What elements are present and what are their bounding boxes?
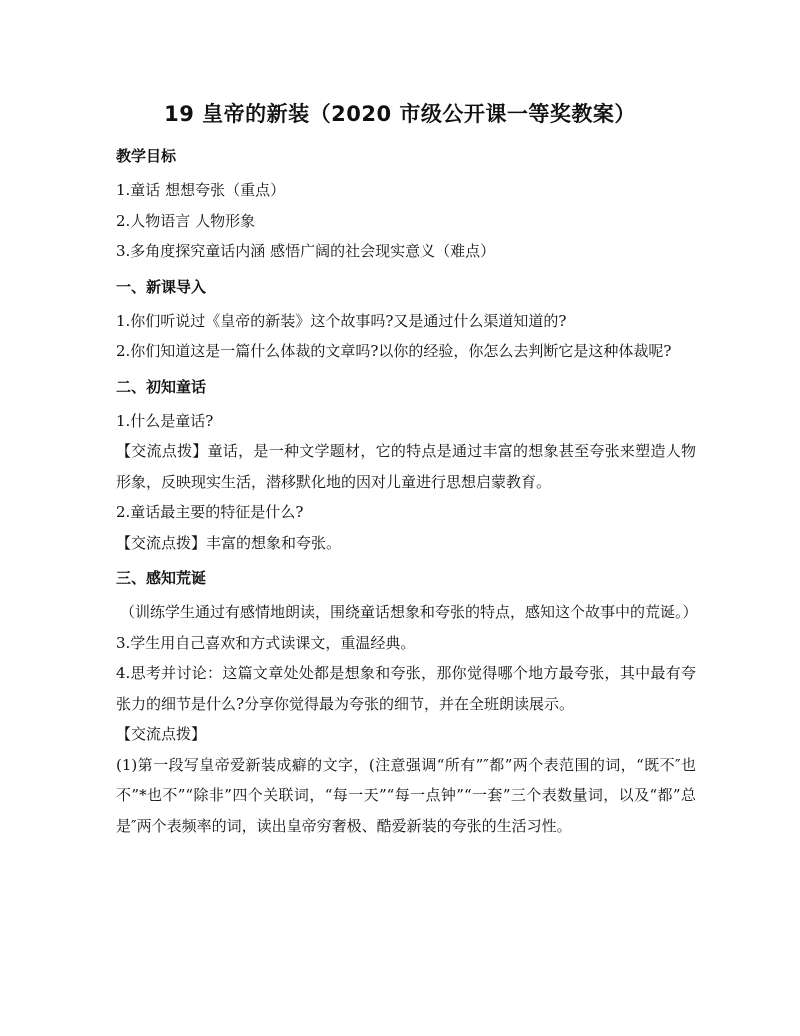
fairy-question: 2.童话最主要的特征是什么? <box>116 503 304 521</box>
section-heading-fairy-tale: 二、初知童话 <box>116 377 207 396</box>
section-heading-goals: 教学目标 <box>116 147 177 165</box>
absurd-answer: (1)第一段写皇帝爱新装成癖的文字，(注意强调“所有”″都”两个表范围的词，“既不″也不”*也不”“除非”四个关联词，“每一天”“每一点钟”“一套”三个表数量词，以及“都”总是″两个表频率的词，读出皇帝穷奢极、酷爱新装的夸张的生活习性。 <box>116 755 696 835</box>
absurd-task: 3.学生用自己喜欢和方式读课文，重温经典。 <box>116 633 416 652</box>
fairy-answer: 【交流点拨】丰富的想象和夸张。 <box>116 533 342 552</box>
document-title: 19 皇帝的新装（2020 市级公开课一等奖教案） <box>164 102 636 126</box>
section-heading-absurd: 三、感知荒诞 <box>116 569 207 587</box>
section-heading-intro: 一、新课导入 <box>116 277 207 296</box>
absurd-note: （训练学生通过有感情地朗读，围绕童话想象和夸张的特点，感知这个故事中的荒诞。） <box>120 603 698 621</box>
intro-question: 2.你们知道这是一篇什么体裁的文章吗?以你的经验，你怎么去判断它是这种体裁呢? <box>116 342 672 360</box>
document-body <box>116 146 696 841</box>
absurd-answer-label: 【交流点拨】 <box>116 725 207 743</box>
intro-question: 1.你们听说过《皇帝的新装》这个故事吗?又是通过什么渠道知道的? <box>116 311 567 330</box>
fairy-question: 1.什么是童话? <box>116 411 214 430</box>
absurd-task: 4.思考并讨论：这篇文章处处都是想象和夸张，那你觉得哪个地方最夸张，其中最有夸张力的细节是什么?分享你觉得最为夸张的细节，并在全班朗读展示。 <box>116 664 696 713</box>
goal-item: 1.童话 想想夸张（重点） <box>116 181 286 199</box>
goal-item: 2.人物语言 人物形象 <box>116 211 256 230</box>
fairy-answer: 【交流点拨】童话，是一种文学题材，它的特点是通过丰富的想象甚至夸张来塑造人物形象，反映现实生活，潜移默化地的因对儿童进行思想启蒙教育。 <box>116 442 696 491</box>
goal-item: 3.多角度探究童话内涵 感悟广阔的社会现实意义（难点） <box>116 242 496 260</box>
